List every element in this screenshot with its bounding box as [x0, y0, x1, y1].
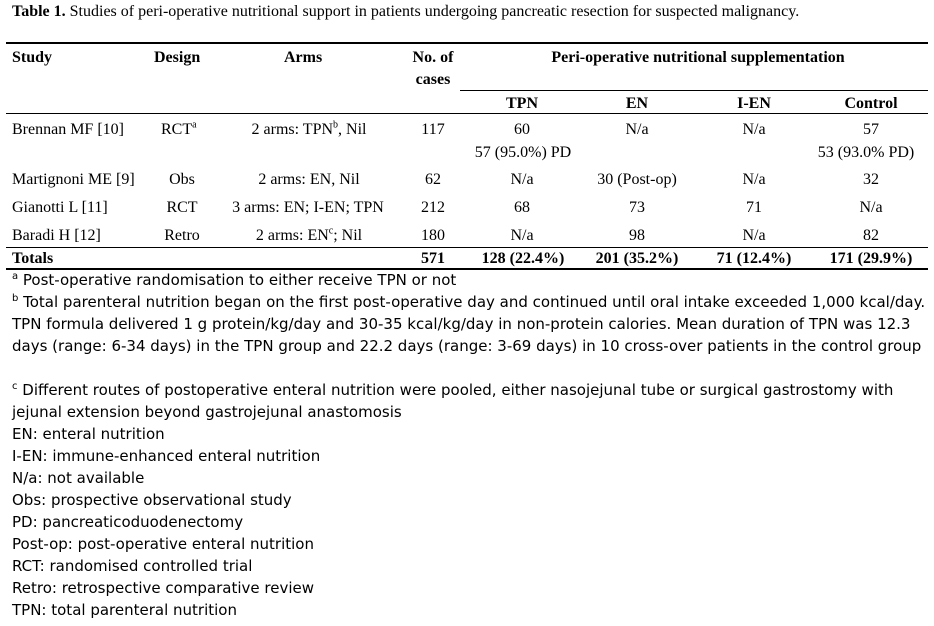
abbrev-na: N/a: not available — [12, 469, 145, 487]
totals-top-rule — [6, 247, 928, 248]
header-tpn: TPN — [506, 95, 538, 112]
table-top-rule — [6, 42, 928, 44]
row2-cases: 62 — [425, 171, 441, 188]
row4-design: Retro — [164, 227, 200, 244]
row4-control: 82 — [863, 227, 879, 244]
row3-tpn: 68 — [514, 199, 530, 216]
row4-cases: 180 — [421, 227, 445, 244]
footnote-mark-c: c — [328, 225, 334, 237]
table-title: Studies of peri-operative nutritional support in patients undergoing pancreatic resection for suspected malignancy. — [65, 3, 800, 20]
header-supplementation-group: Peri-operative nutritional supplementation — [551, 49, 845, 66]
row2-study: Martignoni ME [9] — [12, 171, 135, 188]
abbrev-ien: I-EN: immune-enhanced enteral nutrition — [12, 447, 321, 465]
row1-tpn-pd: 57 (95.0%) PD — [474, 144, 572, 161]
row3-control: N/a — [859, 199, 883, 216]
footnote-c: $^c$ Different routes of postoperative enteral nutrition were pooled, either nasojejunal tube or surgical gastrostomy with jejunal extension beyond gastrojejunal anastomosis — [12, 381, 894, 421]
row4-study: Baradi H [12] — [12, 227, 101, 244]
row4-arms: 2 arms: $EN^c$; Nil — [255, 225, 363, 244]
row3-ien: 71 — [746, 199, 762, 216]
totals-tpn: 128 (22.4%) — [481, 250, 565, 267]
header-ien: I-EN — [737, 95, 771, 112]
header-arms: Arms — [284, 49, 323, 66]
abbrev-postop: Post-op: post-operative enteral nutrition — [12, 535, 314, 553]
row4-tpn: N/a — [510, 227, 534, 244]
table-caption — [12, 2, 927, 21]
row1-control: 57 — [863, 121, 879, 138]
row2-control: 32 — [863, 171, 879, 188]
abbrev-retro: Retro: retrospective comparative review — [12, 579, 315, 597]
abbrev-en: EN: enteral nutrition — [12, 425, 165, 443]
row1-control-pd: 53 (93.0% PD) — [817, 144, 915, 161]
row3-design: RCT — [166, 199, 198, 216]
row1-design: RCT$^a$ — [161, 119, 197, 138]
header-control: Control — [844, 95, 898, 112]
abbrev-tpn: TPN: total parenteral nutrition — [12, 601, 237, 619]
totals-cases: 571 — [421, 250, 445, 267]
abbrev-obs: Obs: prospective observational study — [12, 491, 292, 509]
row3-arms: 3 arms: EN; I-EN; TPN — [232, 199, 384, 216]
header-study: Study — [12, 49, 53, 66]
row3-cases: 212 — [421, 199, 445, 216]
header-en: EN — [625, 95, 649, 112]
totals-ien: 71 (12.4%) — [716, 250, 792, 267]
row1-en: N/a — [625, 121, 649, 138]
header-cases-line1: No. of — [412, 49, 454, 66]
footnote-mark-a: a — [192, 119, 197, 131]
row4-ien: N/a — [742, 227, 766, 244]
row2-design: Obs — [169, 171, 195, 188]
table-label: Table 1. — [12, 3, 66, 20]
abbrev-rct: RCT: randomised controlled trial — [12, 557, 253, 575]
row4-en: 98 — [629, 227, 645, 244]
totals-control: 171 (29.9%) — [829, 250, 913, 267]
group-header-rule — [460, 90, 928, 91]
abbrev-pd: PD: pancreaticoduodenectomy — [12, 513, 244, 531]
footnote-b: $^b$ Total parenteral nutrition began on the first post-operative day and continued until oral intake exceeded 1,000 kcal/day. TPN formula delivered 1 g protein/kg/day and 30-35 kcal/kg/day in non-protein calories. Mean duration of TPN was 12.3 days (range: 6-34 days) in the TPN group and 22.2 days (range: 3-69 days) in 10 cross-over patients in the control group — [12, 293, 926, 355]
header-design: Design — [154, 49, 201, 66]
row2-tpn: N/a — [510, 171, 534, 188]
row1-study: Brennan MF [10] — [12, 121, 124, 138]
row1-cases: 117 — [421, 121, 445, 138]
header-bottom-rule — [6, 113, 928, 114]
row2-en: 30 (Post-op) — [597, 171, 677, 188]
row2-ien: N/a — [742, 171, 766, 188]
footnote-a: $^a$ Post-operative randomisation to either receive TPN or not — [12, 271, 457, 289]
totals-en: 201 (35.2%) — [595, 250, 679, 267]
row1-tpn: 60 — [514, 121, 530, 138]
row1-arms: 2 arms: TPN$^b$, Nil — [251, 119, 367, 138]
header-cases-line2: cases — [415, 71, 451, 88]
row1-ien: N/a — [742, 121, 766, 138]
totals-label: Totals — [12, 250, 54, 267]
footnote-mark-b: b — [333, 119, 339, 131]
row3-study: Gianotti L [11] — [12, 199, 108, 216]
row2-arms: 2 arms: EN, Nil — [258, 171, 360, 188]
row3-en: 73 — [629, 199, 645, 216]
